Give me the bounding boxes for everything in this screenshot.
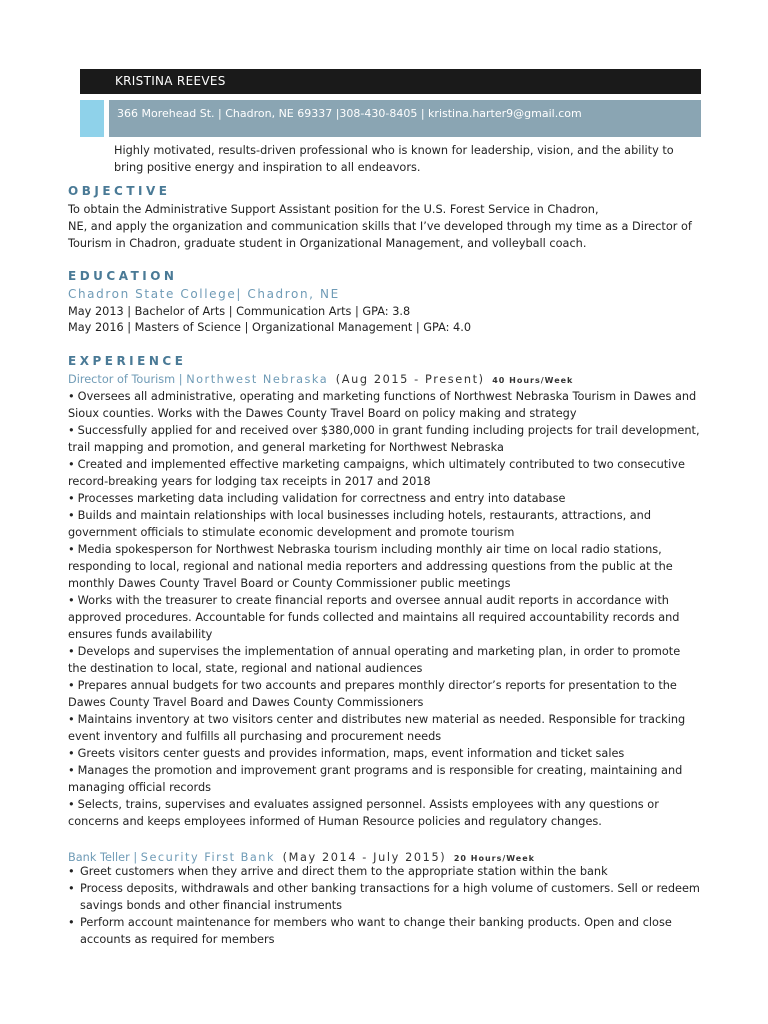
contact-bar (109, 100, 701, 137)
job-bullet: • Oversees all administrative, operating and marketing functions of Northwest Nebraska Tourism in Dawes and Sioux counties. Works with the Dawes County Travel Board on policy making and strategy (68, 388, 702, 422)
candidate-name: KRISTINA REEVES (115, 74, 226, 88)
degree-line: May 2016 | Masters of Science | Organizational Management | GPA: 4.0 (68, 321, 472, 334)
education-heading: EDUCATION (68, 269, 178, 283)
job-bullet: • Process deposits, withdrawals and other banking transactions for a high volume of customers. Sell or redeem savings bonds and other financial instruments (68, 880, 702, 914)
job-bullet-list (68, 388, 702, 830)
experience-heading: EXPERIENCE (68, 354, 187, 368)
job-hours: 20 Hours/Week (453, 854, 535, 863)
job-bullet: • Maintains inventory at two visitors center and distributes new material as needed. Responsible for tracking event inventory and fulfills all purchasing and procurement needs (68, 711, 702, 745)
job-bullet: • Created and implemented effective marketing campaigns, which ultimately contributed to two consecutive record-breaking years for lodging tax receipts in 2017 and 2018 (68, 456, 702, 490)
job-dates: (Aug 2015 - Present) (335, 373, 485, 386)
job-bullet: • Processes marketing data including validation for correctness and entry into database (68, 490, 702, 507)
job-separator: | (178, 373, 183, 386)
job-hours: 40 Hours/Week (492, 376, 574, 385)
job-bullet: • Greet customers when they arrive and direct them to the appropriate station within the bank (68, 863, 702, 880)
job-bullet: • Builds and maintain relationships with local businesses including hotels, restaurants, attractions, and government officials to stimulate economic development and promote tourism (68, 507, 702, 541)
job-bullet: • Works with the treasurer to create financial reports and oversee annual audit reports in accordance with approved procedures. Accountable for funds collected and maintains all required accountability records and ensures funds availability (68, 592, 702, 643)
school-name: Chadron State College| Chadron, NE (68, 287, 340, 301)
job-bullet: • Greets visitors center guests and provides information, maps, event information and ticket sales (68, 745, 702, 762)
job-bullet: • Develops and supervises the implementation of annual operating and marketing plan, in order to promote the destination to local, state, regional and national audiences (68, 643, 702, 677)
objective-line: To obtain the Administrative Support Assistant position for the U.S. Forest Service in Chadron, (68, 203, 599, 216)
job-separator: | (133, 851, 138, 864)
objective-line: NE, and apply the organization and communication skills that I’ve developed through my time as a Director of Tourism in Chadron, graduate student in Organizational Management, and volleyball coach. (68, 220, 692, 250)
job-organization: Security First Bank (140, 851, 276, 864)
job-organization: Northwest Nebraska (186, 373, 329, 386)
job-bullet: • Perform account maintenance for members who want to change their banking products. Open and close accounts as required for members (68, 914, 702, 948)
name-banner (80, 69, 701, 94)
job-bullet: • Prepares annual budgets for two accounts and prepares monthly director’s reports for presentation to the Dawes County Travel Board and Dawes County Commissioners (68, 677, 702, 711)
job-bullet: • Successfully applied for and received over $380,000 in grant funding including projects for trail development, trail mapping and promotion, and general marketing for Northwest Nebraska (68, 422, 702, 456)
summary-text: Highly motivated, results-driven professional who is known for leadership, vision, and the ability to bring positive energy and inspiration to all endeavors. (114, 144, 674, 174)
job-dates: (May 2014 - July 2015) (282, 851, 447, 864)
objective-text (68, 201, 704, 252)
job-title: Director of Tourism (68, 373, 176, 386)
degree-line: May 2013 | Bachelor of Arts | Communication Arts | GPA: 3.8 (68, 305, 411, 318)
job-header (68, 372, 573, 389)
job-bullet: • Media spokesperson for Northwest Nebraska tourism including monthly air time on local radio stations, responding to local, regional and national media reporters and addressing questions from the public at the monthly Dawes County Travel Board or County Commissioner public meetings (68, 541, 702, 592)
contact-accent-block (80, 100, 104, 137)
job-bullet: • Selects, trains, supervises and evaluates assigned personnel. Assists employees with any questions or concerns and keeps employees informed of Human Resource policies and regulatory changes. (68, 796, 702, 830)
objective-heading: OBJECTIVE (68, 184, 171, 198)
job-bullet-list (68, 863, 702, 948)
job-title: Bank Teller (68, 851, 130, 864)
contact-banner (80, 100, 701, 137)
job-bullet: • Manages the promotion and improvement grant programs and is responsible for creating, maintaining and managing official records (68, 762, 702, 796)
contact-info: 366 Morehead St. | Chadron, NE 69337 |308-430-8405 | kristina.harter9@gmail.com (117, 107, 582, 120)
